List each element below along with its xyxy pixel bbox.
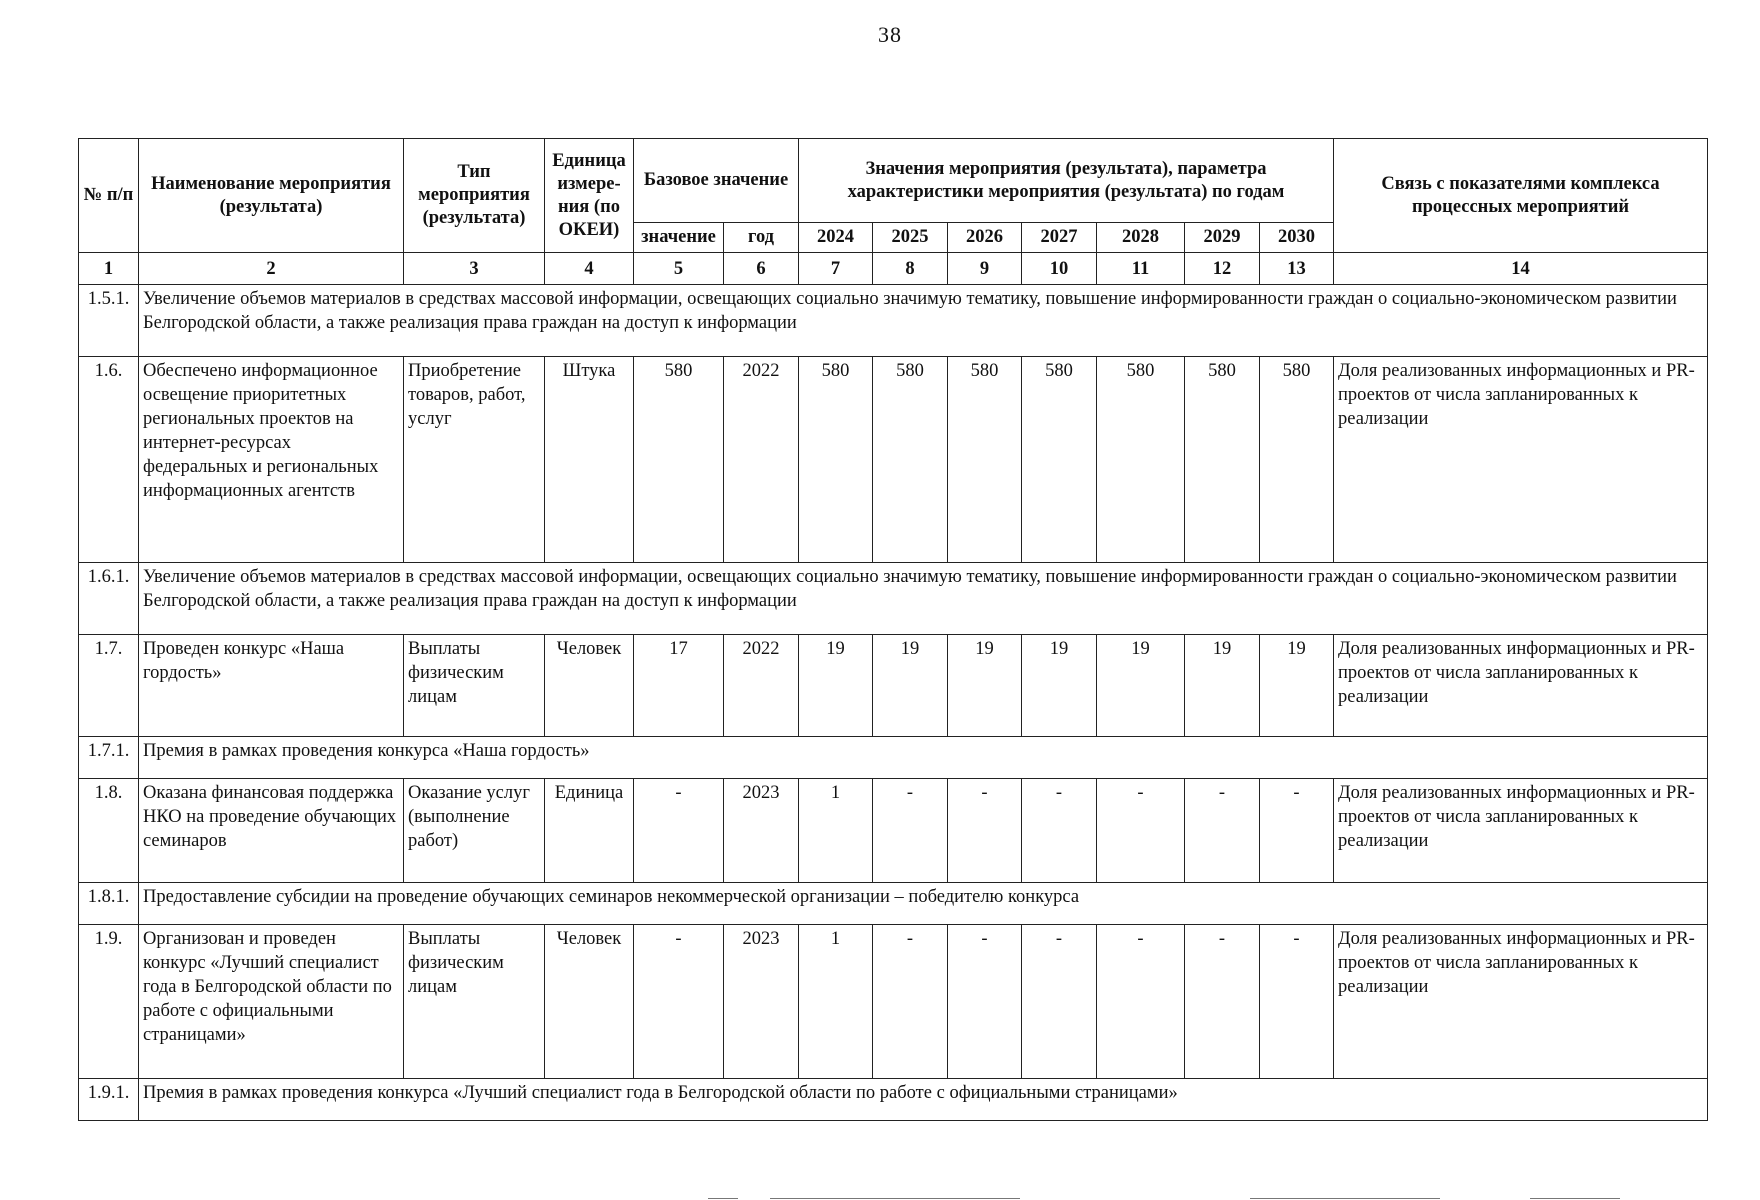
year-value: 580 [1097, 357, 1185, 563]
column-number: 7 [799, 253, 873, 285]
year-value: 19 [799, 635, 873, 737]
task-text: Премия в рамках проведения конкурса «Лучший специалист года в Белгородской области по работе с официальными страницами» [139, 1079, 1708, 1121]
column-numbers-row [79, 253, 1708, 285]
year-value: - [873, 925, 948, 1079]
header-base: Базовое значение [634, 139, 799, 223]
header-unit: Единица измере-ния (по ОКЕИ) [545, 139, 634, 253]
year-value: - [948, 779, 1022, 883]
column-number: 1 [79, 253, 139, 285]
column-number: 2 [139, 253, 404, 285]
measure-link: Доля реализованных информационных и PR-проектов от числа запланированных к реализации [1334, 925, 1708, 1079]
row-code: 1.7. [79, 635, 139, 737]
measure-row [79, 357, 1708, 563]
scan-artifact-line [1250, 1198, 1440, 1199]
measure-name: Организован и проведен конкурс «Лучший специалист года в Белгородской области по работе с официальными страницами» [139, 925, 404, 1079]
year-value: - [1022, 779, 1097, 883]
column-number: 13 [1260, 253, 1334, 285]
year-value: - [1097, 779, 1185, 883]
year-value: 580 [1022, 357, 1097, 563]
column-number: 14 [1334, 253, 1708, 285]
year-value: - [1185, 779, 1260, 883]
year-value: 19 [948, 635, 1022, 737]
column-number: 11 [1097, 253, 1185, 285]
year-value: 580 [873, 357, 948, 563]
measure-name: Проведен конкурс «Наша гордость» [139, 635, 404, 737]
measure-name: Оказана финансовая поддержка НКО на проведение обучающих семинаров [139, 779, 404, 883]
year-value: 580 [1260, 357, 1334, 563]
year-value: 1 [799, 779, 873, 883]
task-text: Премия в рамках проведения конкурса «Наша гордость» [139, 737, 1708, 779]
row-code: 1.9.1. [79, 1079, 139, 1121]
base-year: 2022 [724, 357, 799, 563]
year-value: 1 [799, 925, 873, 1079]
header-year: 2029 [1185, 223, 1260, 253]
page-number: 38 [878, 22, 902, 47]
measure-link: Доля реализованных информационных и PR-проектов от числа запланированных к реализации [1334, 779, 1708, 883]
header-type: Тип мероприятия (результата) [404, 139, 545, 253]
table-header [79, 139, 1708, 285]
task-text: Предоставление субсидии на проведение обучающих семинаров некоммерческой организации – победителю конкурса [139, 883, 1708, 925]
column-number: 9 [948, 253, 1022, 285]
base-year: 2023 [724, 779, 799, 883]
header-base-year: год [724, 223, 799, 253]
task-row [79, 563, 1708, 635]
measure-type: Оказание услуг (выполнение работ) [404, 779, 545, 883]
row-code: 1.5.1. [79, 285, 139, 357]
task-row [79, 737, 1708, 779]
task-row [79, 1079, 1708, 1121]
year-value: 19 [1022, 635, 1097, 737]
row-code: 1.6.1. [79, 563, 139, 635]
measure-row [79, 925, 1708, 1079]
measure-type: Выплаты физическим лицам [404, 635, 545, 737]
measure-link: Доля реализованных информационных и PR-проектов от числа запланированных к реализации [1334, 357, 1708, 563]
year-value: 580 [1185, 357, 1260, 563]
task-row [79, 883, 1708, 925]
base-year: 2022 [724, 635, 799, 737]
row-code: 1.8.1. [79, 883, 139, 925]
year-value: - [1185, 925, 1260, 1079]
year-value: - [1260, 925, 1334, 1079]
year-value: 19 [1260, 635, 1334, 737]
year-value: 19 [1097, 635, 1185, 737]
year-value: - [948, 925, 1022, 1079]
year-value: - [1022, 925, 1097, 1079]
task-text: Увеличение объемов материалов в средствах массовой информации, освещающих социально значимую тематику, повышение информированности граждан о социально-экономическом развитии Белгородской области, а также реализация права граждан на доступ к информации [139, 563, 1708, 635]
measure-unit: Единица [545, 779, 634, 883]
measure-unit: Человек [545, 635, 634, 737]
row-code: 1.7.1. [79, 737, 139, 779]
measure-row [79, 779, 1708, 883]
header-year: 2028 [1097, 223, 1185, 253]
year-value: 19 [873, 635, 948, 737]
year-value: 580 [948, 357, 1022, 563]
header-year: 2025 [873, 223, 948, 253]
header-link: Связь с показателями комплекса процессных мероприятий [1334, 139, 1708, 253]
column-number: 3 [404, 253, 545, 285]
measure-row [79, 635, 1708, 737]
header-values-group: Значения мероприятия (результата), параметра характеристики мероприятия (результата) по годам [799, 139, 1334, 223]
base-value: - [634, 925, 724, 1079]
row-code: 1.8. [79, 779, 139, 883]
base-value: 580 [634, 357, 724, 563]
year-value: - [1260, 779, 1334, 883]
scan-artifact-line [770, 1198, 1020, 1199]
year-value: - [873, 779, 948, 883]
header-num: № п/п [79, 139, 139, 253]
column-number: 12 [1185, 253, 1260, 285]
column-number: 4 [545, 253, 634, 285]
base-year: 2023 [724, 925, 799, 1079]
measure-name: Обеспечено информационное освещение приоритетных региональных проектов на интернет-ресурсах федеральных и региональных информационных агентств [139, 357, 404, 563]
header-year: 2026 [948, 223, 1022, 253]
row-code: 1.6. [79, 357, 139, 563]
measure-link: Доля реализованных информационных и PR-проектов от числа запланированных к реализации [1334, 635, 1708, 737]
base-value: - [634, 779, 724, 883]
column-number: 5 [634, 253, 724, 285]
scan-artifact-line [708, 1198, 738, 1199]
measure-unit: Штука [545, 357, 634, 563]
row-code: 1.9. [79, 925, 139, 1079]
year-value: - [1097, 925, 1185, 1079]
column-number: 8 [873, 253, 948, 285]
table-body [79, 285, 1708, 1121]
measure-unit: Человек [545, 925, 634, 1079]
header-base-value: значение [634, 223, 724, 253]
year-value: 580 [799, 357, 873, 563]
header-year: 2027 [1022, 223, 1097, 253]
header-name: Наименование мероприятия (результата) [139, 139, 404, 253]
header-year: 2024 [799, 223, 873, 253]
column-number: 10 [1022, 253, 1097, 285]
header-year: 2030 [1260, 223, 1334, 253]
column-number: 6 [724, 253, 799, 285]
task-text: Увеличение объемов материалов в средствах массовой информации, освещающих социально значимую тематику, повышение информированности граждан о социально-экономическом развитии Белгородской области, а также реализация права граждан на доступ к информации [139, 285, 1708, 357]
measures-table [78, 138, 1708, 1121]
measure-type: Приобретение товаров, работ, услуг [404, 357, 545, 563]
measure-type: Выплаты физическим лицам [404, 925, 545, 1079]
year-value: 19 [1185, 635, 1260, 737]
scan-artifact-line [1530, 1198, 1620, 1199]
task-row [79, 285, 1708, 357]
base-value: 17 [634, 635, 724, 737]
